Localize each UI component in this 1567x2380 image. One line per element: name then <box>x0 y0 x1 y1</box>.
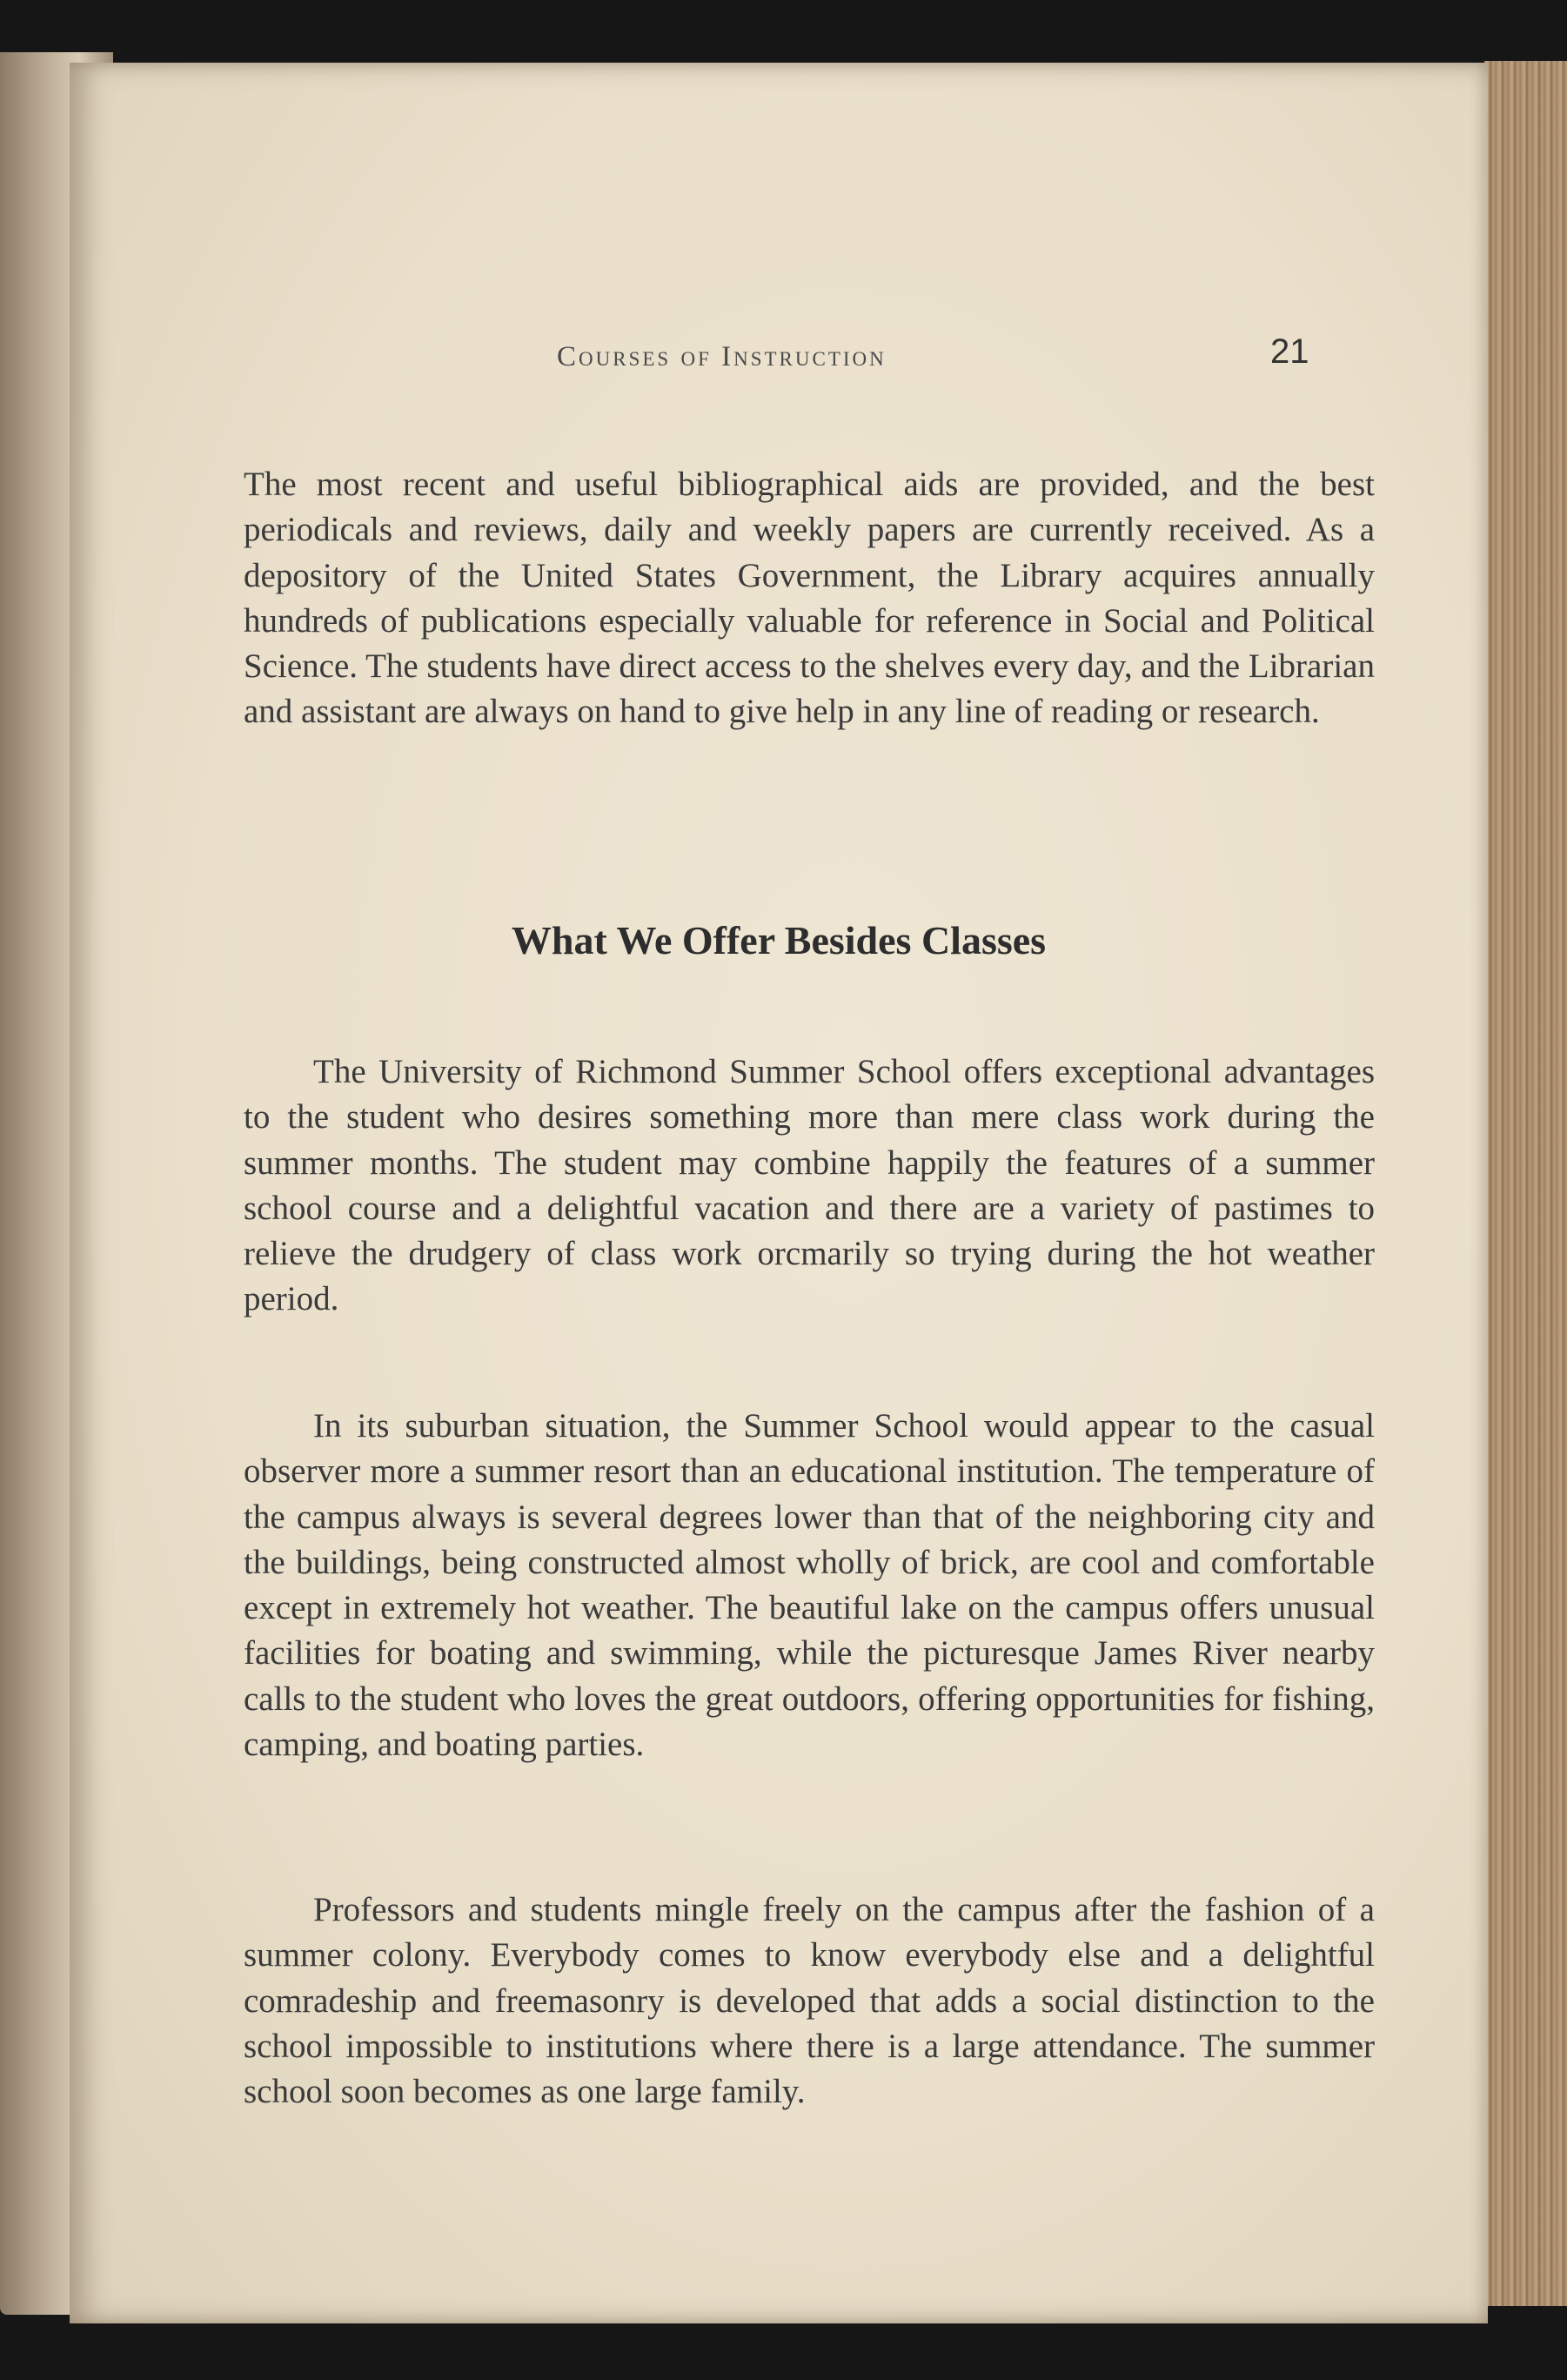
page-edges-right <box>1484 61 1567 2306</box>
paragraph-advantages: The University of Richmond Summer School offers exceptional advantages to the student who desires something more than mere class work during the summer months. The student may combine happily the features of a summer school course and a delightful vacation and there are a variety of pastimes to relieve the drudgery of class work orcmarily so trying during the hot weather period. <box>244 1053 1375 1318</box>
page-number: 21 <box>1270 332 1309 371</box>
section-heading: What We Offer Besides Classes <box>511 918 1047 962</box>
paragraph-library: The most recent and useful bibliographical aids are provided, and the best periodicals and reviews, daily and weekly papers are currently received. As a depository of the United States Government, the Library acquires annually hundreds of publications especially valuable for reference in Social and Political Science. The students have direct access to the shelves every day, and the Librarian and assistant are always on hand to give help in any line of reading or research. <box>244 466 1375 731</box>
paragraph-community: Professors and students mingle freely on the campus after the fashion of a summer colony. Everybody comes to know everybody else and a delightful comradeship and freemasonry is developed that adds a social distinction to the school impossible to institutions where there is a large attendance. The summer school soon becomes as one large family. <box>244 1891 1375 2111</box>
paragraph-situation: In its suburban situation, the Summer School would appear to the casual observer more a summer resort than an educational institution. The temperature of the campus always is several degrees lower than that of the neighboring city and the buildings, being constructed almost wholly of brick, are cool and comfortable except in extremely hot weather. The beautiful lake on the campus offers unusual facilities for boating and swimming, while the picturesque James River nearby calls to the student who loves the great outdoors, offering opportunities for fishing, camping, and boating parties. <box>244 1407 1375 1764</box>
page-header <box>70 332 1488 385</box>
book-page <box>70 63 1488 2323</box>
running-head: Courses of Instruction <box>557 341 887 372</box>
